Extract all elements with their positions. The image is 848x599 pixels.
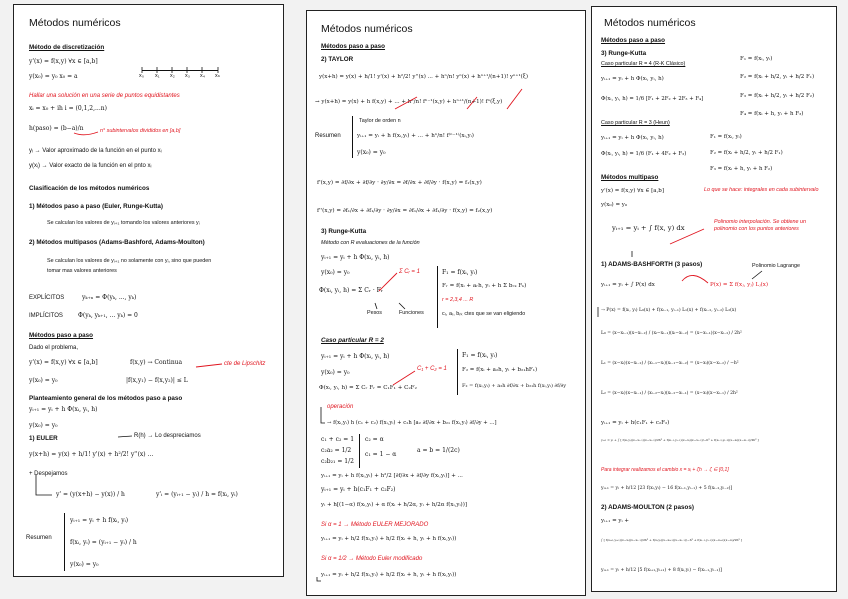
equation: y(x₀) = y₀ bbox=[321, 269, 350, 276]
red-note: Si α = 1 → Método EULER MEJORADO bbox=[321, 522, 429, 528]
equation: y(x+h) = y(x) + h/1! y'(x) + h²/2! y''(x) ... bbox=[29, 451, 154, 458]
red-note: Hallar una solución en una serie de puntos equidistantes bbox=[29, 93, 180, 99]
equation: yᵢ₊₁ = yᵢ + h Φ(xᵢ, yᵢ, h) bbox=[601, 135, 664, 141]
subheading: Planteamiento general de los métodos paso a paso bbox=[29, 395, 183, 402]
equation: F₁ = f(xᵢ, yᵢ) bbox=[462, 352, 498, 359]
equation: c₂a₂ = 1/2 bbox=[321, 447, 352, 454]
subheading: 3) Runge-Kutta bbox=[601, 50, 647, 57]
axis-label: x₄ bbox=[200, 73, 205, 79]
equation: y'(x) = f(x,y) ∀x ∈ [a,b] bbox=[29, 58, 98, 65]
section-heading: Métodos paso a paso bbox=[321, 43, 386, 50]
equation: yᵢ₊₁ = yᵢ + h(c₁F₁ + c₂F₂) bbox=[321, 486, 396, 493]
equation: → P(x) = f(xᵢ, yᵢ) L₀(x) + f(xᵢ₋₁, yᵢ₋₁) L₁(x) + f(xᵢ₋₂, yᵢ₋₂) L₂(x) bbox=[601, 308, 737, 313]
page-title: Métodos numéricos bbox=[604, 17, 696, 29]
label: EXPLÍCITOS bbox=[29, 295, 65, 301]
label: IMPLÍCITOS bbox=[29, 313, 63, 319]
equation: yᵢ₊₁ = yᵢ + bbox=[601, 518, 629, 524]
equation: a = b = 1/(2c) bbox=[417, 447, 460, 454]
equation: F₂ = f(xᵢ,yᵢ) + a₂h ∂f/∂x + b₂₁h f(xᵢ,yᵢ) ∂f/∂y bbox=[462, 383, 567, 389]
subheading: 1) Métodos paso a paso (Euler, Runge-Kutta) bbox=[29, 203, 163, 210]
red-note: Si α = 1/2 → Método Euler modificado bbox=[321, 556, 423, 562]
equation: yᵢ₊₁ = yᵢ + ∫ P(x) dx bbox=[601, 282, 655, 288]
red-note: Polinomio interpolación. Se obtiene un polinomio con los puntos anteriores bbox=[714, 219, 807, 233]
page-title: Métodos numéricos bbox=[321, 23, 413, 35]
subheading: 2) TAYLOR bbox=[321, 56, 354, 63]
equation: c₁ = 1 − α bbox=[365, 451, 397, 458]
equation: y'(x) = f(x,y) ∀x ∈ [a,b] bbox=[601, 188, 664, 194]
equation: y' = (y(x+h) − y(x)) / h bbox=[56, 491, 125, 498]
equation: y(x₀) = y₀ bbox=[29, 377, 58, 384]
section-heading: Método de discretización bbox=[29, 44, 105, 51]
axis-label: x₃ bbox=[185, 73, 190, 79]
equation: xᵢ = x₀ + ih i = (0,1,2,...n) bbox=[29, 105, 107, 112]
red-note: Σ Cᵣ = 1 bbox=[399, 269, 420, 275]
equation: y(x+h) = y(x) + h/1! y'(x) + h²/2! y''(x) ... + hⁿ/n! yⁿ(x) + hⁿ⁺¹/(n+1)! yⁿ⁺¹(ξ) bbox=[319, 74, 528, 80]
note-text: cᵣ, aᵣ, bᵣₖ ctes que se van eligiendo bbox=[442, 311, 526, 317]
page2-annotations bbox=[307, 11, 586, 596]
equation: yᵢ₊₁ = yᵢ + h Φ(xᵢ, yᵢ, h) bbox=[29, 406, 98, 413]
equation: → f(xᵢ,yᵢ) h (c₁ + c₂) f(xᵢ,yᵢ) + c₂h [a₂ ∂f/∂x + b₂₁ f(xᵢ,yᵢ) ∂f/∂y + ...] bbox=[327, 420, 497, 426]
section-heading: Métodos multipaso bbox=[601, 174, 659, 181]
note-text: + Despejamos bbox=[29, 471, 68, 477]
equation: P(x) = Σ f(xⱼ, yⱼ) Lⱼ(x) bbox=[710, 282, 769, 288]
equation: f(x,y) → Continua bbox=[130, 359, 183, 366]
equation: yᵢ₊₁ = yᵢ + ∫ [ f(xᵢ,yᵢ)(x−xᵢ₋₁)(x−xᵢ₋₂)/2h² + f(xᵢ₋₁,yᵢ₋₁)(x−xᵢ)(x−xᵢ₋₂)/−h² + f(xᵢ₋₂,yᵢ₋₂)(x−xᵢ)(x−xᵢ₋₁)/2h² ] bbox=[601, 438, 759, 442]
equation: L₂ = (x−xᵢ)(x−xᵢ₋₁) / (xᵢ₋₂−xᵢ)(xᵢ₋₂−xᵢ₋₁) = (x−xᵢ)(x−xᵢ₋₁) / 2h² bbox=[601, 391, 738, 396]
equation: c₂b₂₁ = 1/2 bbox=[321, 458, 354, 465]
page3-annotations bbox=[592, 7, 837, 592]
equation: Φ(xᵢ, yᵢ, h) = Σ Cᵣ · Fᵣ bbox=[319, 287, 383, 294]
red-note: Para integrar realizamos el cambio x = xᵢ + ζh → ζ ∈ [0,1] bbox=[601, 467, 729, 473]
note-text: Caso particular R = 4 (R-K Clásico) bbox=[601, 61, 686, 67]
equation: F₂ = f(xᵢ + h/2, yᵢ + h/2 F₁) bbox=[740, 74, 815, 80]
note-text: tomar mas valores anteriores bbox=[47, 268, 117, 274]
equation: yᵢ₊₁ = yᵢ + h/12 [5 f(xᵢ₊₁,yᵢ₊₁) + 8 f(xᵢ,yᵢ) − f(xᵢ₋₁,yᵢ₋₁)] bbox=[601, 568, 722, 573]
equation: h(paso) = (b−a)/n bbox=[29, 125, 84, 132]
equation: F₂ = f(xᵢ + a₂h, yᵢ + b₂₁hF₁) bbox=[462, 367, 538, 373]
equation: F₂ = f(xᵢ + h/2, yᵢ + h/2 F₁) bbox=[710, 150, 783, 156]
label: Polinomio Lagrange bbox=[752, 263, 800, 269]
equation: yᵢ₊₁ = yᵢ + h/2 f(xᵢ,yᵢ) + h/2 f(xᵢ + h, yᵢ + h f(xᵢ,yᵢ)) bbox=[321, 536, 457, 542]
subheading: Caso particular R = 2 bbox=[321, 337, 384, 344]
red-note: n° subintervalos divididos en [a,b] bbox=[100, 128, 181, 134]
equation: yᵢ₊₁ = yᵢ + h Φ(xᵢ, yᵢ, h) bbox=[601, 76, 664, 82]
equation: |f(x,y₁) − f(x,y₂)| ≤ L bbox=[126, 377, 188, 384]
equation: yᵢ₊₁ = yᵢ + h f(xᵢ, yᵢ) bbox=[70, 517, 129, 524]
red-note: operación bbox=[327, 404, 354, 410]
note-text: yᵢ → Valor aproximado de la función en el punto xᵢ bbox=[29, 148, 162, 154]
equation: yᵢ₊₁ = yᵢ + h(c₁F₁ + c₂F₂) bbox=[601, 420, 670, 426]
equation: y(x₀) = y₀ x₀ = a bbox=[29, 73, 78, 80]
equation: yᵢ + h[(1−α) f(xᵢ,yᵢ) + α f(xᵢ + h/2α, yᵢ + h/2α f(xᵢ,yᵢ))] bbox=[321, 502, 467, 508]
equation: ∫ [ f(xᵢ₊₁,yᵢ₊₁)(x−xᵢ)(x−xᵢ₋₁)/2h² + f(xᵢ,yᵢ)(x−xᵢ₊₁)(x−xᵢ₋₁)/−h² + f(xᵢ₋₁,yᵢ₋₁)(x−xᵢ₊₁)(x−xᵢ)/2h² ] bbox=[601, 538, 742, 542]
equation: Fᵣ = f(xᵢ + aᵣh, yᵢ + h Σ bᵣₖ Fₖ) bbox=[442, 283, 527, 289]
equation: Φ(xᵢ, yᵢ, h) = 1/6 [F₁ + 2F₂ + 2F₃ + F₄] bbox=[601, 96, 704, 102]
note-text: Taylor de orden n bbox=[359, 118, 401, 124]
page-title: Métodos numéricos bbox=[29, 17, 121, 29]
notes-page-1 bbox=[13, 4, 284, 577]
axis-label: x₀ bbox=[139, 73, 144, 79]
equation: y(x₀) = y₀ bbox=[601, 202, 628, 208]
equation: F₄ = f(xᵢ + h, yᵢ + h F₃) bbox=[740, 111, 804, 117]
note-text: Se calculan los valores de yᵢ₊₁ tomando los valores anteriores yᵢ bbox=[47, 220, 200, 226]
equation: y(x₀) = y₀ bbox=[70, 561, 99, 568]
equation: yₖ₊ₙ = Φ(yₖ, ..., yₖ) bbox=[82, 294, 137, 301]
equation: L₀ = (x−xᵢ₋₁)(x−xᵢ₋₂) / (xᵢ−xᵢ₋₁)(xᵢ−xᵢ₋₂) = (x−xᵢ₋₁)(x−xᵢ₋₂) / 2h² bbox=[601, 331, 742, 336]
subheading: 1) EULER bbox=[29, 435, 58, 442]
subheading: 1) ADAMS-BASHFORTH (3 pasos) bbox=[601, 261, 703, 268]
label: Resumen bbox=[315, 133, 341, 139]
red-note: r = 2,3,4 ... R bbox=[442, 297, 474, 303]
equation: F₁ = f(xᵢ, yᵢ) bbox=[442, 269, 478, 276]
notes-page-2 bbox=[306, 10, 586, 596]
red-note: C₁ + C₂ = 1 bbox=[417, 366, 447, 372]
equation: y(x₀) = y₀ bbox=[29, 422, 58, 429]
equation: y'(x) = f(x,y) ∀x ∈ [a,b] bbox=[29, 359, 98, 366]
section-heading: Métodos paso a paso bbox=[601, 37, 666, 44]
subheading: 3) Runge-Kutta bbox=[321, 228, 367, 235]
equation: y(x₀) = y₀ bbox=[321, 369, 350, 376]
equation: F₁ = f(xᵢ, yᵢ) bbox=[740, 56, 773, 62]
equation: Φ(yₖ, yₖ₊₁, ... yₖ) = 0 bbox=[78, 312, 138, 319]
equation: f'(x,y) = ∂f/∂x + ∂f/∂y · ∂y/∂x = ∂f/∂x + ∂f/∂y · f(x,y) = f₁(x,y) bbox=[317, 180, 482, 186]
note-text: Dado el problema, bbox=[29, 345, 79, 351]
equation: yᵢ₊₁ = yᵢ + h Φ(xᵢ, yᵢ, h) bbox=[321, 353, 390, 360]
label: Funciones bbox=[399, 310, 424, 316]
section-heading: Clasificación de los métodos numéricos bbox=[29, 185, 150, 192]
equation: F₃ = f(xᵢ + h, yᵢ + h F₂) bbox=[710, 166, 773, 172]
axis-label: x₂ bbox=[170, 73, 175, 79]
axis-label: xₙ bbox=[215, 73, 220, 79]
equation: yᵢ₊₁ = yᵢ + ∫ f(x, y) dx bbox=[612, 224, 685, 232]
equation: y(x₀) = y₀ bbox=[357, 149, 386, 156]
label: Pesos bbox=[367, 310, 382, 316]
equation: yᵢ₊₁ = yᵢ + h/12 [23 f(xᵢ,yᵢ) − 16 f(xᵢ₋₁,yᵢ₋₁) + 5 f(xᵢ₋₂,yᵢ₋₂)] bbox=[601, 486, 733, 491]
equation: f''(x,y) = ∂f₁/∂x + ∂f₁/∂y · ∂y/∂x = ∂f₁/∂x + ∂f₁/∂y · f(x,y) = f₂(x,y) bbox=[317, 208, 493, 214]
note-text: y(xᵢ) → Valor exacto de la función en el pnto xᵢ bbox=[29, 163, 152, 169]
equation: f(xᵢ, yᵢ) = (yᵢ₊₁ − yᵢ) / h bbox=[70, 539, 137, 546]
equation: yᵢ₊₁ = yᵢ + h f(xᵢ,yᵢ) + ... + hⁿ/n! f⁽ⁿ⁻¹⁾(xᵢ,yᵢ) bbox=[357, 133, 474, 139]
equation: y'ᵢ = (yᵢ₊₁ − yᵢ) / h = f(xᵢ, yᵢ) bbox=[156, 491, 238, 498]
note-text: R(h) → Lo despreciamos bbox=[134, 433, 201, 439]
equation: yᵢ₊₁ = yᵢ + h f(xᵢ,yᵢ) + h²/2 [∂f/∂x + ∂f/∂y f(xᵢ,yᵢ)] + ... bbox=[321, 473, 463, 479]
red-note: cte de Lipschitz bbox=[224, 361, 266, 367]
red-note: Lo que se hace: integrales en cada subintervalo bbox=[704, 187, 819, 193]
equation: Φ(xᵢ, yᵢ, h) = 1/6 (F₁ + 4F₂ + F₃) bbox=[601, 151, 687, 157]
note-text: Caso particular R = 3 (Heun) bbox=[601, 120, 670, 126]
equation: Φ(xᵢ, yᵢ, h) = Σ Cᵣ Fᵣ = C₁F₁ + C₂F₂ bbox=[319, 385, 417, 391]
equation: c₂ = α bbox=[365, 436, 384, 443]
equation: yᵢ₊₁ = yᵢ + h Φ(xᵢ, yᵢ, h) bbox=[321, 254, 390, 261]
equation: yᵢ₊₁ = yᵢ + h/2 f(xᵢ,yᵢ) + h/2 f(xᵢ + h, yᵢ + h f(xᵢ,yᵢ)) bbox=[321, 572, 457, 578]
equation: L₁ = (x−xᵢ)(x−xᵢ₋₂) / (xᵢ₋₁−xᵢ)(xᵢ₋₁−xᵢ₋₂) = (x−xᵢ)(x−xᵢ₋₂) / −h² bbox=[601, 361, 739, 366]
note-text: Método con R evaluaciones de la función bbox=[321, 240, 420, 246]
label: Resumen bbox=[26, 535, 52, 541]
subheading: 2) ADAMS-MOULTON (2 pasos) bbox=[601, 504, 694, 511]
equation: → y(x+h) = y(x) + h f(x,y) + ... + hⁿ/n! fⁿ⁻¹(x,y) + hⁿ⁺¹/(n+1)! fⁿ(ξ,y) bbox=[315, 99, 503, 105]
notes-page-3 bbox=[591, 6, 837, 592]
axis-label: x₁ bbox=[155, 73, 160, 79]
equation: F₃ = f(xᵢ + h/2, yᵢ + h/2 F₂) bbox=[740, 93, 815, 99]
note-text: Se calculan los valores de yᵢ₊₁ no solamente con yᵢ, sino que pueden bbox=[47, 258, 212, 264]
equation: F₁ = f(xᵢ, yᵢ) bbox=[710, 134, 742, 140]
section-heading: Métodos paso a paso bbox=[29, 332, 94, 339]
equation: c₁ + c₂ = 1 bbox=[321, 436, 355, 443]
subheading: 2) Métodos multipasos (Adams-Bashford, Adams-Moulton) bbox=[29, 239, 205, 246]
page1-annotations bbox=[14, 5, 284, 577]
